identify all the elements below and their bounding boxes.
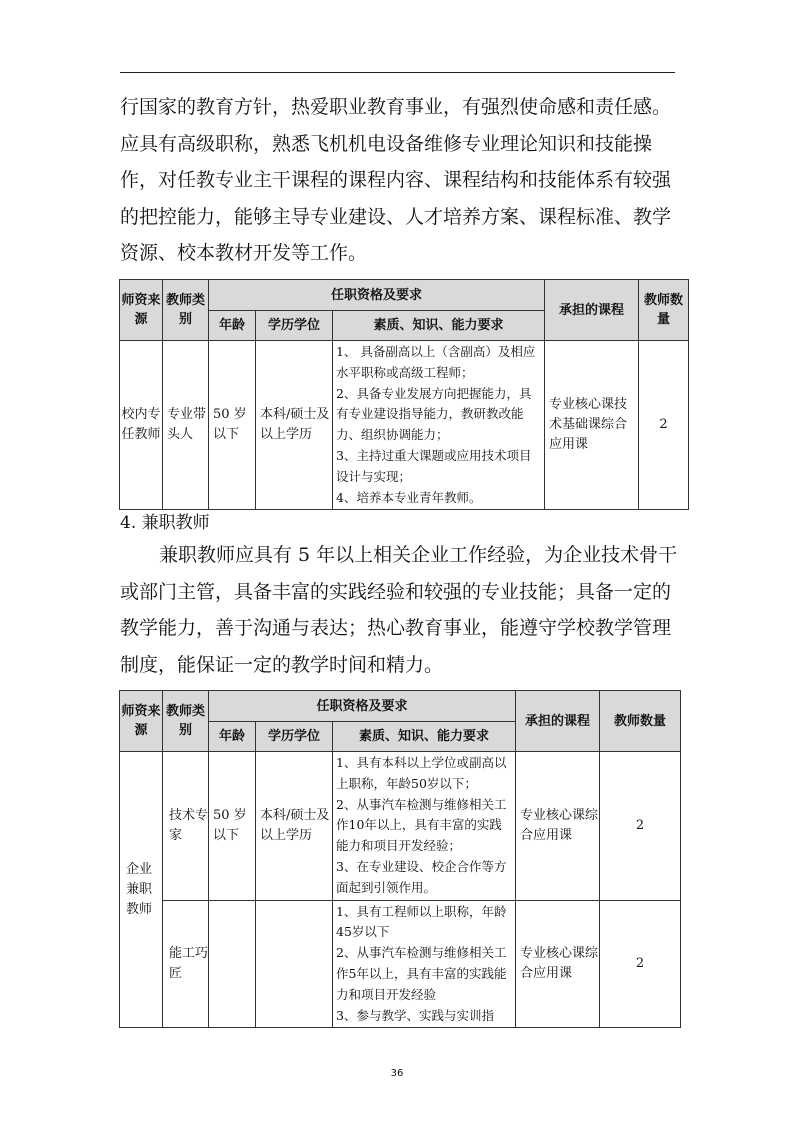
header-count: 教师数量 (600, 691, 681, 752)
header-age: 年龄 (209, 722, 256, 752)
cell-courses: 专业核心课综合应用课 (516, 900, 600, 1028)
cell-requirements (333, 752, 516, 901)
header-source: 师资来源 (120, 280, 163, 341)
requirement-line: 1、具有工程师以上职称，年龄45岁以下 (336, 903, 507, 940)
requirement-line: 2、从事汽车检测与维修相关工作10年以上，具有丰富的实践能力和项目开发经验； (336, 796, 507, 854)
cell-category: 专业带头人 (163, 341, 209, 510)
header-source: 师资来源 (120, 691, 163, 752)
header-qualification: 任职资格及要求 (209, 691, 516, 722)
cell-age (209, 900, 256, 1028)
cell-degree: 本科/硕士及以上学历 (256, 341, 333, 510)
header-courses: 承担的课程 (516, 691, 600, 752)
cell-category: 能工巧匠 (163, 900, 209, 1028)
page-number: 36 (390, 1068, 404, 1079)
cell-degree (256, 900, 333, 1028)
section-heading: 4. 兼职教师 (120, 513, 210, 533)
cell-age: 50 岁以下 (209, 341, 256, 510)
header-degree: 学历学位 (256, 722, 333, 752)
cell-requirements (333, 341, 545, 510)
requirement-line: 1、 具备副高以上（含副高）及相应水平职称或高级工程师； (336, 344, 536, 380)
cell-count: 2 (639, 341, 689, 510)
header-age: 年龄 (209, 311, 256, 341)
header-count: 教师数量 (639, 280, 689, 341)
header-qualification: 任职资格及要求 (209, 280, 545, 311)
header-courses: 承担的课程 (545, 280, 639, 341)
requirement-line: 3、在专业建设、校企合作等方面起到引领作用。 (336, 858, 507, 895)
requirement-line: 1、具有本科以上学位或副高以上职称，年龄50岁以下； (336, 755, 507, 791)
header-ability: 素质、知识、能力要求 (333, 311, 545, 341)
header-category: 教师类别 (163, 280, 209, 341)
requirement-line: 4、培养本专业青年教师。 (336, 489, 482, 505)
cell-source: 校内专任教师 (120, 341, 163, 510)
header-category: 教师类别 (163, 691, 209, 752)
cell-count: 2 (600, 900, 681, 1028)
cell-age: 50 岁以下 (209, 752, 256, 901)
requirement-line: 2、从事汽车检测与维修相关工作5年以上，具有丰富的实践能力和项目开发经验 (336, 945, 507, 1002)
header-ability: 素质、知识、能力要求 (333, 722, 516, 752)
cell-category: 技术专家 (163, 752, 209, 901)
cell-degree: 本科/硕士及以上学历 (256, 752, 333, 901)
intro-paragraph: 行国家的教育方针，热爱职业教育事业，有强烈使命感和责任感。应具有高级职称，熟悉飞机机电设备维修专业理论知识和技能操作，对任教专业主干课程的课程内容、课程结构和技能体系有较强的把控能力，能够主导专业建设、人才培养方案、课程标准、教学资源、校本教材开发等工作。 (120, 96, 672, 264)
cell-count: 2 (600, 752, 681, 901)
parttime-teacher-table (119, 690, 681, 1028)
requirement-line: 3、主持过重大课题或应用技术项目设计与实现； (336, 447, 532, 484)
header-rule (120, 72, 675, 73)
requirement-line: 2、具备专业发展方向把握能力，具有专业建设指导能力，教研教改能力、组织协调能力； (336, 385, 532, 443)
requirement-line: 3、参与教学、实践与实训指 (336, 1007, 494, 1023)
parttime-paragraph: 兼职教师应具有 5 年以上相关企业工作经验，为企业技术骨干或部门主管，具备丰富的实践经验和较强的专业技能；具备一定的教学能力，善于沟通与表达；热心教育事业，能遵守学校教学管理制度，能保证一定的教学时间和精力。 (120, 544, 678, 676)
cell-courses: 专业核心课技术基础课综合应用课 (545, 341, 639, 510)
cell-courses: 专业核心课综合应用课 (516, 752, 600, 901)
cell-source: 企业兼职教师 (120, 752, 163, 1028)
header-degree: 学历学位 (256, 311, 333, 341)
fulltime-teacher-table (119, 279, 689, 510)
cell-requirements (333, 900, 516, 1028)
